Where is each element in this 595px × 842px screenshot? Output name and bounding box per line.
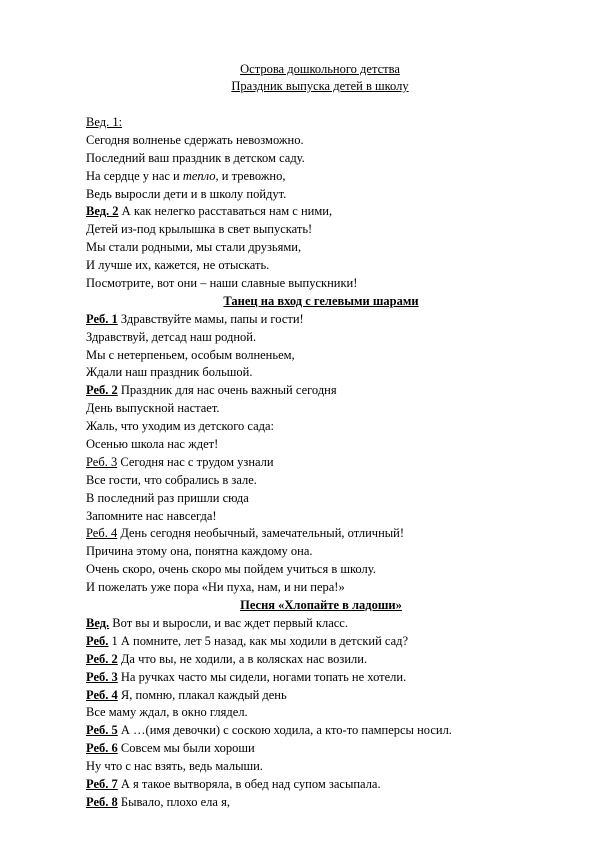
script-line [86,508,556,526]
document-subtitle: Праздник выпуска детей в школу [231,79,409,93]
line-text: Осенью школа нас ждет! [86,437,219,452]
script-line [86,579,556,597]
script-line [86,418,556,436]
script-line [86,311,556,329]
line-text: Детей из-под крылышка в свет выпускать! [86,222,313,237]
script-line [86,436,556,454]
script-line [86,543,556,561]
script-line [86,472,556,490]
line-text: Причина этому она, понятна каждому она. [86,544,313,559]
speaker-label: Реб. 2 [86,383,118,398]
speaker-label: Реб. 4 [86,687,118,702]
script-line [86,758,556,776]
line-text: Ждали наш праздник большой. [86,365,253,380]
line-text: Запомните нас навсегда! [86,508,217,523]
emphasis-text: тепло, [182,168,219,183]
script-line [86,722,556,740]
line-text: Я, помню, плакал каждый день [117,687,287,702]
script-line [86,168,556,186]
line-text: Здравствуй, детсад наш родной. [86,329,257,344]
line-text: На ручках часто мы сидели, ногами топать не хотели. [117,669,407,684]
speaker-label: Вед. [86,615,110,630]
speaker-label: Реб. [86,633,109,648]
speaker-label: Вед. 2 [86,204,119,219]
line-text: Последний ваш праздник в детском саду. [86,150,305,165]
script-line [86,347,556,365]
script-line [86,776,556,794]
script-line [86,203,556,221]
script-text [86,114,556,812]
speaker-label: Реб. 4 [86,526,118,541]
line-text: День сегодня необычный, замечательный, отличный! [117,526,405,541]
script-line [86,525,556,543]
line-text: Да что вы, не ходили, а в колясках нас возили. [117,651,368,666]
speaker-label: Реб. 8 [86,794,118,809]
script-line [86,794,556,812]
speaker-label: Реб. 7 [86,776,118,791]
script-line [86,275,556,293]
speaker-label: Реб. 6 [86,741,118,756]
script-line [86,132,556,150]
line-text: Мы с нетерпеньем, особым волненьем, [86,347,295,362]
script-line [86,669,556,687]
speaker-label: Вед. 1: [86,115,123,129]
speaker-label: Реб. 2 [86,651,118,666]
script-line [86,150,556,168]
speaker-label: Реб. 5 [86,723,118,738]
script-line [86,186,556,204]
script-line [86,239,556,257]
script-line [86,561,556,579]
script-line [86,114,556,132]
line-text: Все гости, что собрались в зале. [86,472,257,487]
script-line [86,454,556,472]
line-text: Ну что с нас взять, ведь малыши. [86,759,263,774]
line-text: Праздник для нас очень важный сегодня [117,383,337,398]
script-line [86,400,556,418]
script-line [86,687,556,705]
line-text: Очень скоро, очень скоро мы пойдем учиться в школу. [86,562,376,577]
line-text: Бывало, плохо ела я, [117,794,230,809]
script-line [86,490,556,508]
line-text: Вот вы и выросли, и вас ждет первый класс. [109,615,348,630]
line-text: И лучше их, кажется, не отыскать. [86,258,270,273]
script-line [86,329,556,347]
document-title: Острова дошкольного детства [240,62,400,76]
script-line [86,615,556,633]
speaker-label: Реб. 3 [86,669,118,684]
speaker-label: Реб. 1 [86,311,118,326]
line-text: и тревожно, [218,168,286,183]
script-line [86,633,556,651]
script-line [86,382,556,400]
script-line [86,221,556,239]
line-text: И пожелать уже пора «Ни пуха, нам, и ни пера!» [86,580,345,595]
line-text: Сегодня нас с трудом узнали [117,454,274,469]
speaker-label: Реб. 3 [86,454,118,469]
line-text: Все маму ждал, в окно глядел. [86,705,248,720]
section-heading: Песня «Хлопайте в ладоши» [240,598,402,613]
line-text: День выпускной настает. [86,401,220,416]
line-text: Мы стали родными, мы стали друзьями, [86,240,302,255]
script-line [86,704,556,722]
script-line [86,740,556,758]
line-text: 1 А помните, лет 5 назад, как мы ходили в детский сад? [108,633,409,648]
section-heading: Танец на вход с гелевыми шарами [223,293,419,308]
script-line [86,257,556,275]
script-line [86,651,556,669]
script-line [86,364,556,382]
line-text: Сегодня волненье сдержать невозможно. [86,132,304,147]
line-text: А как нелегко расставаться нам с ними, [118,204,333,219]
line-text: Ведь выросли дети и в школу пойдут. [86,186,287,201]
line-text: Совсем мы были хороши [117,741,255,756]
line-text: Здравствуйте мамы, папы и гости! [117,311,304,326]
line-text: А …(имя девочки) с соскою ходила, а кто-то памперсы носил. [117,723,452,738]
line-text: Посмотрите, вот они – наши славные выпускники! [86,276,358,291]
line-text: В последний раз пришли сюда [86,490,249,505]
line-text: А я такое вытворяла, в обед над супом засыпала. [117,776,381,791]
line-text: На сердце у нас и [86,168,183,183]
line-text: Жаль, что уходим из детского сада: [86,419,275,434]
